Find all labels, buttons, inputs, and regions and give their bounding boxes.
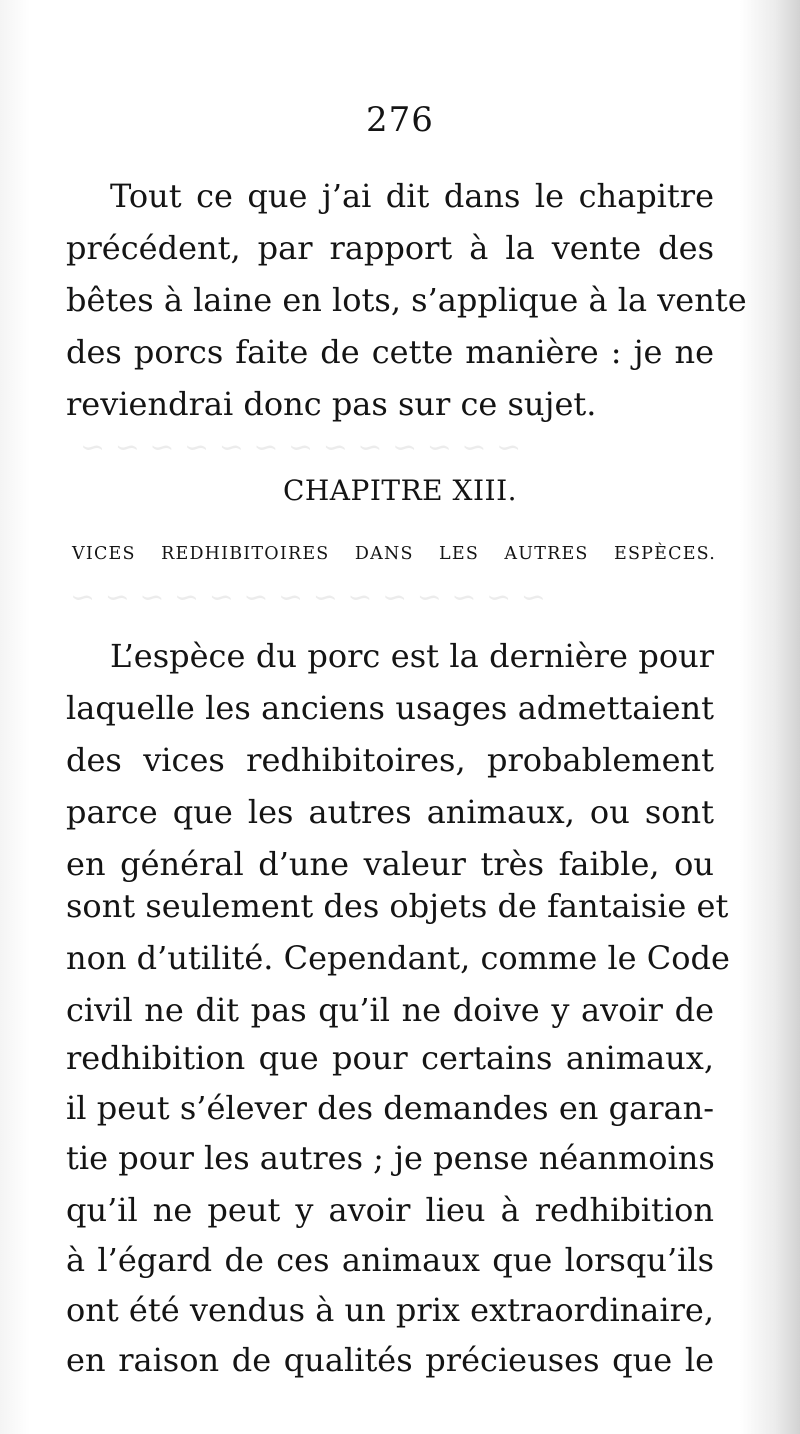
body-line: non d’utilité. Cependant, comme le Code <box>66 939 730 977</box>
intro-line: précédent, par rapport à la vente des <box>66 229 714 267</box>
body-line: en raison de qualités précieuses que le <box>66 1341 714 1379</box>
intro-line: reviendrai donc pas sur ce sujet. <box>66 385 597 423</box>
body-line: des vices redhibitoires, probablement <box>66 741 714 779</box>
body-line: laquelle les anciens usages admettaient <box>66 689 714 727</box>
body-line: civil ne dit pas qu’il ne doive y avoir de <box>66 991 714 1029</box>
intro-line: bêtes à laine en lots, s’applique à la vente <box>66 281 747 319</box>
body-line: tie pour les autres ; je pense néanmoins <box>66 1139 715 1177</box>
body-line: sont seulement des objets de fantaisie et <box>66 887 729 925</box>
intro-line: Tout ce que j’ai dit dans le chapitre <box>110 177 714 215</box>
intro-line: des porcs faite de cette manière : je ne <box>66 333 714 371</box>
show-through-ink: ~ ~ ~ ~ ~ ~ ~ ~ ~ ~ ~ ~ ~ <box>80 430 522 465</box>
chapter-title: CHAPITRE XIII. <box>282 474 518 507</box>
body-line: en général d’une valeur très faible, ou <box>66 845 714 883</box>
show-through-ink: ~ ~ ~ ~ ~ ~ ~ ~ ~ ~ ~ ~ ~ ~ <box>70 580 546 615</box>
body-line: L’espèce du porc est la dernière pour <box>110 637 714 675</box>
body-line: à l’égard de ces animaux que lorsqu’ils <box>66 1241 714 1279</box>
body-line: parce que les autres animaux, ou sont <box>66 793 714 831</box>
body-line: ont été vendus à un prix extraordinaire, <box>66 1291 714 1329</box>
body-line: redhibition que pour certains animaux, <box>66 1039 714 1077</box>
chapter-subtitle: VICES REDHIBITOIRES DANS LES AUTRES ESPÈCES. <box>72 544 716 564</box>
body-line: qu’il ne peut y avoir lieu à redhibition <box>66 1191 714 1229</box>
body-line: il peut s’élever des demandes en garan- <box>66 1089 714 1127</box>
page-number: 276 <box>366 100 434 140</box>
